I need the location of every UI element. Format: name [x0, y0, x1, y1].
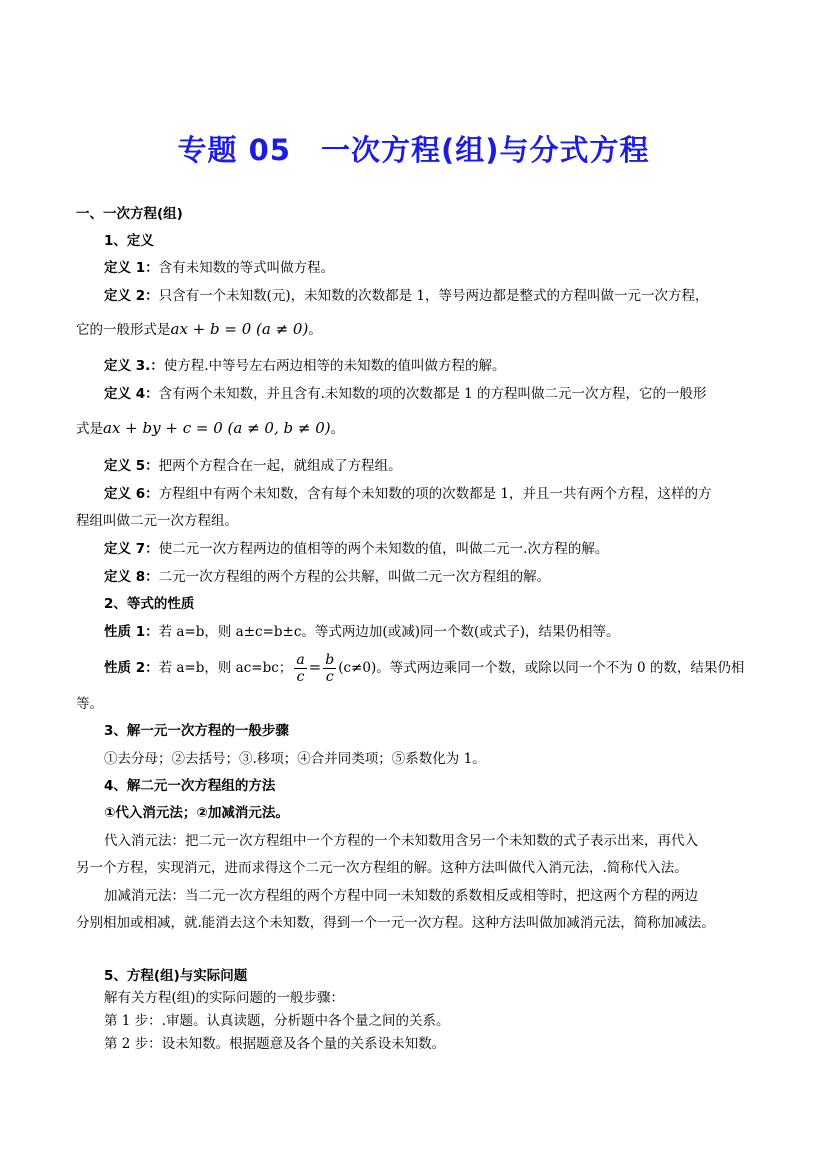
substitution-paragraph: 代入消元法：把二元一次方程组中一个方程的一个未知数用含另一个未知数的式子表示出来，再代入	[104, 833, 698, 849]
definition-label: 定义 2：	[104, 288, 159, 304]
fraction-a-over-c: $\frac{a}{c}$	[296, 652, 305, 685]
definition-4	[104, 384, 707, 404]
condition: (c≠0)	[338, 660, 377, 676]
definition-7	[104, 539, 608, 559]
property-label: 性质 2：	[104, 660, 159, 676]
subheading-real-problems: 5、方程(组)与实际问题	[104, 968, 248, 984]
definition-text: 式是	[76, 421, 103, 437]
definition-6-cont: 程组叫做二元一次方程组。	[76, 513, 238, 529]
definition-2-cont	[76, 319, 322, 340]
definition-text: 二元一次方程组的两个方程的公共解，叫做二元一次方程组的解。	[158, 569, 551, 585]
definition-label: 定义 4：	[104, 386, 159, 402]
subheading-definitions: 1、定义	[104, 233, 154, 249]
substitution-paragraph-cont: 另一个方程，实现消元，进而求得这个二元一次方程组的解。这种方法叫做代入消元法，.简称代入法。	[76, 860, 688, 876]
elimination-paragraph-cont: 分别相加或相减，就.能消去这个未知数，得到一个一元一次方程。这种方法叫做加减消元法，简称加减法。	[76, 915, 715, 931]
definition-text: 含有两个未知数，并且含有.未知数的项的次数都是 1 的方程叫做二元一次方程，它的一般形	[158, 386, 707, 402]
definition-label: 定义 6：	[104, 486, 159, 502]
subheading-properties: 2、等式的性质	[104, 596, 195, 612]
punctuation: 。	[330, 421, 345, 437]
definition-label: 定义 8：	[104, 569, 159, 585]
property-text: 。等式两边乘同一个数，或除以同一个不为 0 的数，结果仍相	[376, 660, 745, 676]
definition-3	[104, 356, 506, 376]
definition-text: 使二元一次方程两边的值相等的两个未知数的值，叫做二元一.次方程的解。	[158, 541, 609, 557]
real-problems-intro: 解有关方程(组)的实际问题的一般步骤：	[104, 990, 345, 1006]
subheading-methods: 4、解二元一次方程组的方法	[104, 778, 276, 794]
elimination-paragraph: 加减消元法：当二元一次方程组的两个方程中同一未知数的系数相反或相等时，把这两个方程的两边	[104, 888, 698, 904]
definition-label: 定义 5：	[104, 458, 159, 474]
property-1	[104, 622, 620, 642]
definition-label: 定义 7：	[104, 541, 159, 557]
punctuation: 。	[308, 322, 322, 338]
definition-4-cont	[76, 418, 344, 439]
solution-steps: ①去分母；②去括号；③.移项；④合并同类项；⑤系数化为 1。	[104, 751, 486, 767]
property-2-cont: 等。	[76, 696, 103, 712]
definition-2	[104, 286, 709, 306]
methods-list: ①代入消元法；②加减消元法。	[104, 805, 289, 821]
subheading-steps: 3、解一元一次方程的一般步骤	[104, 723, 289, 739]
definition-8	[104, 567, 550, 587]
definition-6	[104, 484, 711, 504]
definition-text: 方程组中有两个未知数，含有每个未知数的项的次数都是 1，并且一共有两个方程，这样的方	[158, 486, 712, 502]
step-1: 第 1 步：.审题。认真读题，分析题中各个量之间的关系。	[104, 1013, 450, 1029]
definition-5	[104, 456, 402, 476]
page-title: 专题 05 一次方程(组)与分式方程	[177, 133, 650, 167]
property-2	[104, 649, 744, 686]
section-heading: 一、一次方程(组)	[76, 206, 183, 222]
definition-text: 使方程.中等号左右两边相等的未知数的值叫做方程的解。	[163, 358, 506, 374]
property-text: 若 a=b，则 ac=bc；	[158, 660, 293, 676]
definition-1	[104, 258, 334, 278]
definition-text: 只含有一个未知数(元)，未知数的次数都是 1，等号两边都是整式的方程叫做一元一次方程，	[158, 288, 709, 304]
definition-text: 它的一般形式是	[76, 322, 171, 338]
equals-sign: =	[308, 658, 322, 676]
step-2: 第 2 步：设未知数。根据题意及各个量的关系设未知数。	[104, 1036, 446, 1052]
formula-linear-equation: ax + b = 0 (a ≠ 0)	[170, 320, 309, 338]
definition-text: 含有未知数的等式叫做方程。	[158, 260, 335, 276]
property-text: 若 a=b，则 a±c=b±c。等式两边加(或减)同一个数(或式子)，结果仍相等。	[158, 624, 620, 640]
formula-two-variable-equation: ax + by + c = 0 (a ≠ 0, b ≠ 0)	[103, 419, 331, 437]
definition-text: 把两个方程合在一起，就组成了方程组。	[158, 458, 402, 474]
definition-label: 定义 1：	[104, 260, 159, 276]
property-label: 性质 1：	[104, 624, 159, 640]
definition-label: 定义 3.：	[104, 358, 164, 374]
fraction-b-over-c: $\frac{b}{c}$	[325, 652, 335, 685]
